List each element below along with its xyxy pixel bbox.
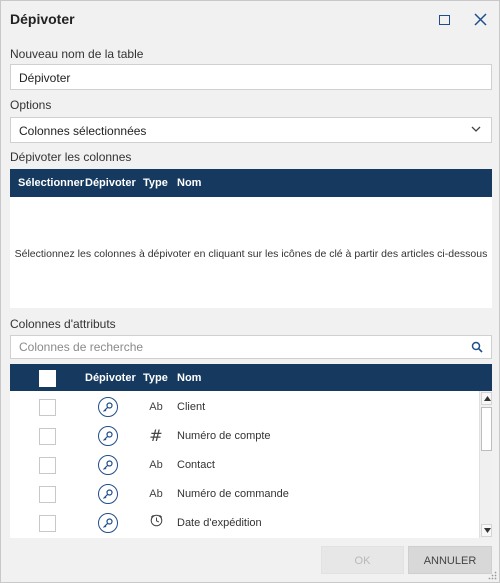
header-select: Sélectionner [18,177,85,189]
maximize-icon [439,15,450,25]
search-icon[interactable] [471,341,483,353]
key-icon[interactable] [98,513,118,533]
column-name: Date d'expédition [177,517,262,529]
header-pivot: Dépivoter [85,177,136,189]
options-label: Options [10,98,52,112]
list-item [10,479,479,508]
close-button[interactable] [471,10,491,30]
scroll-down-button[interactable] [481,524,492,537]
row-checkbox[interactable] [39,486,56,503]
clock-icon [146,514,166,530]
key-icon[interactable] [98,426,118,446]
pivot-columns-label: Dépivoter les colonnes [10,150,132,164]
select-all-checkbox[interactable] [39,370,56,387]
search-box [10,335,492,359]
ok-button[interactable]: OK [321,546,404,574]
key-icon[interactable] [98,455,118,475]
header-name: Nom [177,177,202,189]
chevron-down-icon [471,126,481,133]
text-type-icon: Ab [149,401,163,413]
row-checkbox[interactable] [39,457,56,474]
list-scrollbar[interactable] [479,391,492,538]
attribute-grid-header [10,364,492,392]
key-icon[interactable] [98,484,118,504]
triangle-down-icon [484,528,491,533]
attribute-columns-label: Colonnes d'attributs [10,317,116,331]
table-name-input[interactable]: Dépivoter [10,64,492,90]
key-icon[interactable] [98,397,118,417]
list-item [10,421,479,450]
header-type: Type [143,372,168,384]
row-checkbox[interactable] [39,399,56,416]
search-input[interactable] [11,336,461,358]
options-select[interactable] [10,117,492,143]
dialog-title: Dépivoter [10,11,75,27]
list-item [10,450,479,479]
row-checkbox[interactable] [39,515,56,532]
header-pivot: Dépivoter [85,372,136,384]
options-selected-value: Colonnes sélectionnées [19,124,147,138]
scroll-thumb[interactable] [481,407,492,451]
table-name-label: Nouveau nom de la table [10,47,144,61]
pivot-columns-area [10,197,492,308]
maximize-button[interactable] [435,10,455,30]
pivot-hint-text: Sélectionnez les colonnes à dépivoter en cliquant sur les icônes de clé à partir des articles ci-dessous [14,248,488,260]
text-type-icon: Ab [149,459,163,471]
title-bar [1,1,499,39]
close-icon [474,13,487,26]
triangle-up-icon [484,396,491,401]
text-type-icon: Ab [149,488,163,500]
list-item [10,508,479,537]
column-name: Numéro de compte [177,430,271,442]
column-name: Client [177,401,206,413]
header-name: Nom [177,372,202,384]
row-checkbox[interactable] [39,428,56,445]
header-type: Type [143,177,168,189]
number-type-icon: # [149,426,163,445]
column-name: Numéro de commande [177,488,289,500]
attribute-column-list [10,391,492,538]
list-item [10,392,479,421]
cancel-button[interactable]: ANNULER [408,546,492,574]
scroll-up-button[interactable] [481,392,492,405]
pivot-grid-header [10,169,492,197]
column-name: Contact [177,459,215,471]
resize-grip-icon[interactable] [488,571,497,580]
